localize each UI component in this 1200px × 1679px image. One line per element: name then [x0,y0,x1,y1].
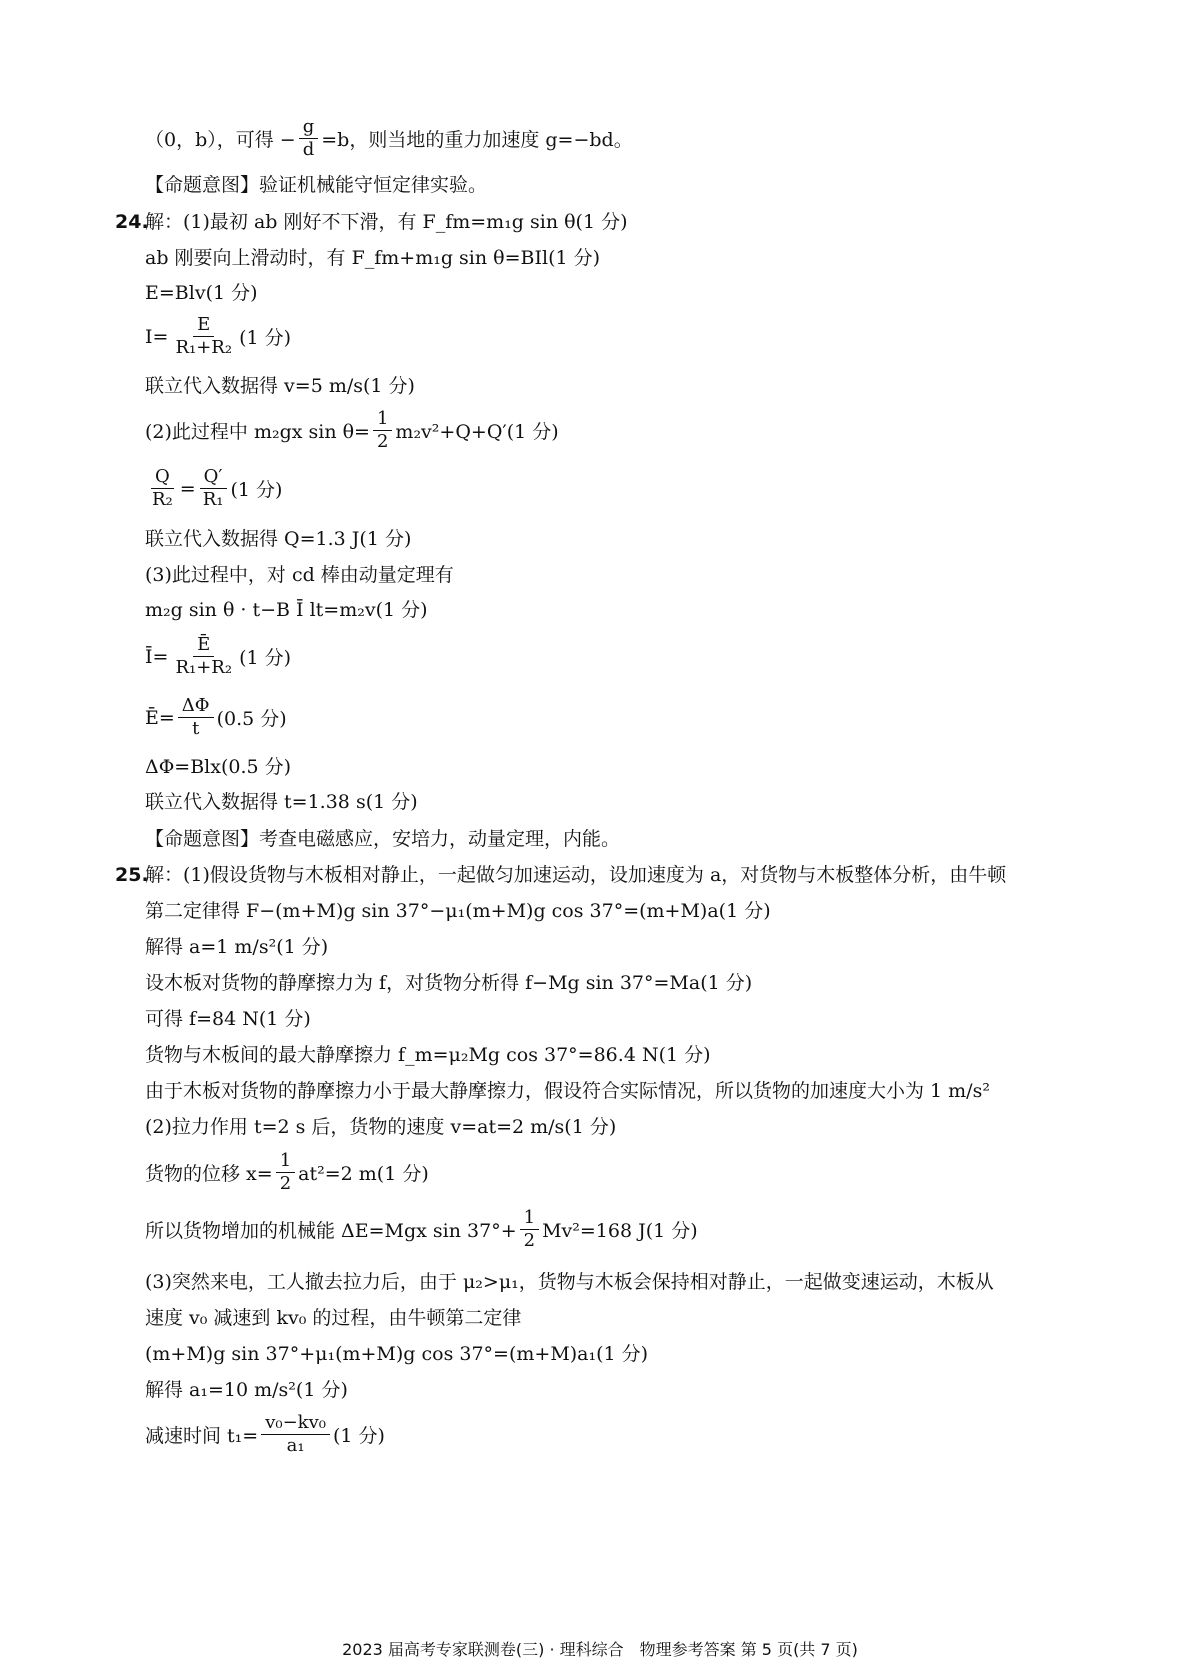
fraction [299,116,319,161]
denominator: d [302,139,315,160]
q25-line-2: 第二定律得 F−(m+M)g sin 37°−μ₁(m+M)g cos 37°=(m+M)a(1 分) [145,900,771,922]
numerator: g [299,116,319,139]
text: Ī= [145,645,169,668]
text: 货物的位移 x= [145,1163,273,1185]
denominator: 2 [376,431,389,452]
text: 解：(1)最初 ab 刚好不下滑，有 F_fm=m₁g sin θ(1 分) [145,211,628,233]
q24-line-energy [145,408,559,453]
text: I= [145,325,169,348]
fraction [178,695,214,740]
numerator: ΔΦ [178,695,214,718]
denominator: R₁+R₂ [175,657,233,678]
q24-line-t: 联立代入数据得 t=1.38 s(1 分) [145,791,418,813]
line-gravity-result [145,116,633,161]
denominator: R₂ [152,489,173,510]
text: =b，则当地的重力加速度 g=−bd。 [321,129,633,151]
q24-line-heat-ratio [145,466,282,511]
q24-line-2: ab 刚要向上滑动时，有 F_fm+m₁g sin θ=BIl(1 分) [145,247,601,269]
numerator: Ē [193,634,214,657]
q24-line-1 [115,210,628,234]
q24-line-3: E=Blv(1 分) [145,282,258,304]
text: 解：(1)假设货物与木板相对静止，一起做匀加速运动，设加速度为 a，对货物与木板整体分析，由牛顿 [145,864,1007,886]
text: Mv²=168 J(1 分) [542,1220,698,1242]
fraction [148,466,177,511]
q24-line-q: 联立代入数据得 Q=1.3 J(1 分) [145,528,412,550]
q24-line-v: 联立代入数据得 v=5 m/s(1 分) [145,375,415,397]
denominator: t [192,718,200,739]
fraction [261,1412,330,1457]
denominator: 2 [523,1230,536,1251]
q25-line-newton2: (m+M)g sin 37°+μ₁(m+M)g cos 37°=(m+M)a₁(1 分) [145,1343,649,1365]
q24-line-current [145,314,291,359]
fraction [171,634,236,679]
q25-line-5: 可得 f=84 N(1 分) [145,1008,311,1030]
question-number: 25. [115,864,149,886]
fraction [520,1207,539,1252]
text: (1 分) [239,327,292,349]
q24-line-flux: ΔΦ=Blx(0.5 分) [145,756,292,778]
q25-line-part3b: 速度 v₀ 减速到 kv₀ 的过程，由牛顿第二定律 [145,1307,522,1329]
numerator: Q [151,466,174,489]
text: (1 分) [230,479,283,501]
denominator: R₁ [202,489,224,510]
text: (2)此过程中 m₂gx sin θ= [145,421,370,443]
q25-line-6: 货物与木板间的最大静摩擦力 f_m=μ₂Mg cos 37°=86.4 N(1 分) [145,1044,711,1066]
text: m₂v²+Q+Q′(1 分) [395,421,559,443]
text: (0.5 分) [216,708,287,730]
denominator: a₁ [286,1435,305,1456]
intent-line-24: 【命题意图】考查电磁感应，安培力，动量定理，内能。 [145,828,621,850]
text: at²=2 m(1 分) [298,1163,429,1185]
text: = [179,477,196,500]
q24-line-momentum: m₂g sin θ · t−B Ī lt=m₂v(1 分) [145,599,428,621]
numerator: v₀−kv₀ [261,1412,330,1435]
page-footer: 2023 届高考专家联测卷(三) · 理科综合 物理参考答案 第 5 页(共 7 页) [342,1640,858,1659]
q25-line-displacement [145,1150,429,1195]
q25-line-part3: (3)突然来电，工人撤去拉力后，由于 μ₂>μ₁，货物与木板会保持相对静止，一起做变速运动，木板从 [145,1271,994,1293]
denominator: 2 [279,1173,292,1194]
question-number: 24. [115,211,149,233]
q25-line-1 [115,863,1006,887]
q25-line-4: 设木板对货物的静摩擦力为 f，对货物分析得 f−Mg sin 37°=Ma(1 分) [145,972,753,994]
q25-line-8: (2)拉力作用 t=2 s 后，货物的速度 v=at=2 m/s(1 分) [145,1116,617,1138]
text: (1 分) [332,1425,385,1447]
fraction [199,466,228,511]
numerator: Q′ [200,466,227,489]
q25-line-3: 解得 a=1 m/s²(1 分) [145,936,329,958]
text: 所以货物增加的机械能 ΔE=Mgx sin 37°+ [145,1220,517,1242]
numerator: 1 [520,1207,539,1230]
text: （0，b），可得 − [145,129,296,151]
q24-line-avg-current [145,634,291,679]
numerator: 1 [276,1150,295,1173]
numerator: 1 [373,408,392,431]
fraction [373,408,392,453]
q24-line-part3: (3)此过程中，对 cd 棒由动量定理有 [145,564,454,586]
q25-line-mech-energy [145,1207,698,1252]
intent-line-23: 【命题意图】验证机械能守恒定律实验。 [145,174,488,196]
fraction [171,314,236,359]
q25-line-7: 由于木板对货物的静摩擦力小于最大静摩擦力，假设符合实际情况，所以货物的加速度大小为 1 m/s² [145,1080,990,1102]
fraction [276,1150,295,1195]
q25-line-decel-time [145,1412,385,1457]
text: (1 分) [239,647,292,669]
denominator: R₁+R₂ [175,337,233,358]
q25-line-a1: 解得 a₁=10 m/s²(1 分) [145,1379,348,1401]
numerator: E [193,314,214,337]
text: Ē= [145,706,175,729]
text: 减速时间 t₁= [145,1425,259,1447]
q24-line-avg-emf [145,695,287,740]
